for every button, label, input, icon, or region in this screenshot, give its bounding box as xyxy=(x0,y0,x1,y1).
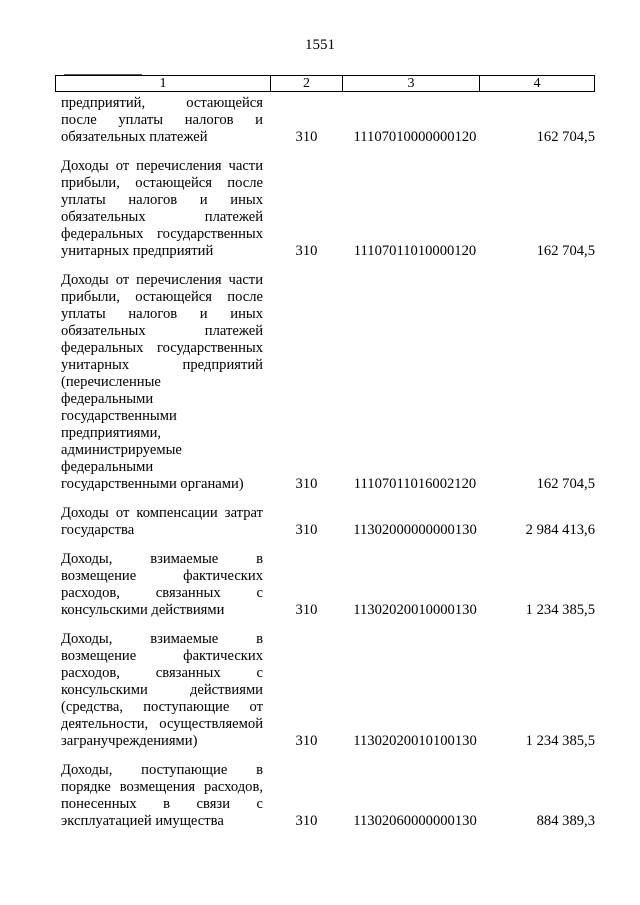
description-line: консульскими действиями xyxy=(61,602,225,618)
description-line: федеральными xyxy=(61,391,154,407)
cell-description xyxy=(55,505,263,539)
cell-code: 310 xyxy=(295,243,318,259)
cell-description xyxy=(55,551,263,619)
description-line: возмещение фактических xyxy=(61,568,263,584)
cell-amount: 162 704,5 xyxy=(536,129,595,145)
table-row xyxy=(55,631,595,750)
cell-description xyxy=(55,272,263,493)
description-line: возмещение фактических xyxy=(61,648,263,664)
header-col-2: 2 xyxy=(271,76,343,91)
cell-code: 310 xyxy=(295,129,318,145)
description-line: обязательных платежей xyxy=(61,209,263,225)
description-line: федеральных государственных xyxy=(61,226,263,242)
cell-code: 310 xyxy=(295,476,318,492)
row-gap xyxy=(55,493,595,505)
description-line: Доходы, взимаемые в xyxy=(61,551,263,567)
description-line: унитарных предприятий xyxy=(61,243,214,259)
header-col-1: 1 xyxy=(56,76,271,91)
description-line: предприятий, остающейся xyxy=(61,95,263,111)
cell-code: 310 xyxy=(295,733,318,749)
cell-amount: 2 984 413,6 xyxy=(525,522,595,538)
header-col-3: 3 xyxy=(343,76,480,91)
cell-code: 310 xyxy=(295,602,318,618)
cell-amount: 1 234 385,5 xyxy=(525,733,595,749)
cell-description xyxy=(55,631,263,750)
description-line: Доходы от компенсации затрат xyxy=(61,505,263,521)
cell-code: 310 xyxy=(295,813,318,829)
description-line: понесенных в связи с xyxy=(61,796,263,812)
cell-classification-code: 11302060000000130 xyxy=(353,813,477,829)
description-line: загранучреждениями) xyxy=(61,733,198,749)
row-gap xyxy=(55,750,595,762)
cell-amount: 162 704,5 xyxy=(536,243,595,259)
description-line: деятельности, осуществляемой xyxy=(61,716,263,732)
cell-description xyxy=(55,95,263,146)
description-line: предприятиями, xyxy=(61,425,162,441)
description-line: после уплаты налогов и xyxy=(61,112,263,128)
description-line: уплаты налогов и иных xyxy=(61,306,263,322)
description-line: расходов, связанных с xyxy=(61,585,263,601)
cell-classification-code: 11107011016002120 xyxy=(353,476,477,492)
description-line: (средства, поступающие от xyxy=(61,699,263,715)
cell-description xyxy=(55,762,263,830)
description-line: Доходы, поступающие в xyxy=(61,762,263,778)
table-row xyxy=(55,551,595,619)
description-line: государственными xyxy=(61,408,177,424)
cell-amount: 884 389,3 xyxy=(536,813,595,829)
cell-classification-code: 11302020010000130 xyxy=(353,602,477,618)
row-gap xyxy=(55,619,595,631)
description-line: обязательных платежей xyxy=(61,323,263,339)
table-row xyxy=(55,158,595,260)
cell-code: 310 xyxy=(295,522,318,538)
description-line: консульскими действиями xyxy=(61,682,263,698)
page-number: 1551 xyxy=(305,37,335,53)
row-gap xyxy=(55,539,595,551)
cell-amount: 162 704,5 xyxy=(536,476,595,492)
description-line: обязательных платежей xyxy=(61,129,208,145)
table-row xyxy=(55,505,595,539)
description-line: прибыли, остающейся после xyxy=(61,175,263,191)
row-gap xyxy=(55,146,595,158)
header-col-4: 4 xyxy=(533,76,541,91)
description-line: государства xyxy=(61,522,135,538)
description-line: Доходы от перечисления части xyxy=(61,272,263,288)
description-line: прибыли, остающейся после xyxy=(61,289,263,305)
cell-description xyxy=(55,158,263,260)
table-body xyxy=(55,95,595,830)
description-line: (перечисленные xyxy=(61,374,161,390)
description-line: государственными органами) xyxy=(61,476,244,492)
cell-classification-code: 11107010000000120 xyxy=(353,129,477,145)
description-line: уплаты налогов и иных xyxy=(61,192,263,208)
table-row xyxy=(55,272,595,493)
description-line: федеральными xyxy=(61,459,154,475)
cell-classification-code: 11302000000000130 xyxy=(353,522,477,538)
description-line: порядке возмещения расходов, xyxy=(61,779,263,795)
cell-classification-code: 11107011010000120 xyxy=(353,243,477,259)
table-header xyxy=(55,75,595,92)
table-row xyxy=(55,762,595,830)
table-row xyxy=(55,95,595,146)
description-line: федеральных государственных xyxy=(61,340,263,356)
row-gap xyxy=(55,260,595,272)
description-line: эксплуатацией имущества xyxy=(61,813,224,829)
description-line: расходов, связанных с xyxy=(61,665,263,681)
cell-amount: 1 234 385,5 xyxy=(525,602,595,618)
description-line: администрируемые xyxy=(61,442,182,458)
description-line: Доходы от перечисления части xyxy=(61,158,263,174)
cell-classification-code: 11302020010100130 xyxy=(353,733,477,749)
description-line: унитарных предприятий xyxy=(61,357,263,373)
description-line: Доходы, взимаемые в xyxy=(61,631,263,647)
